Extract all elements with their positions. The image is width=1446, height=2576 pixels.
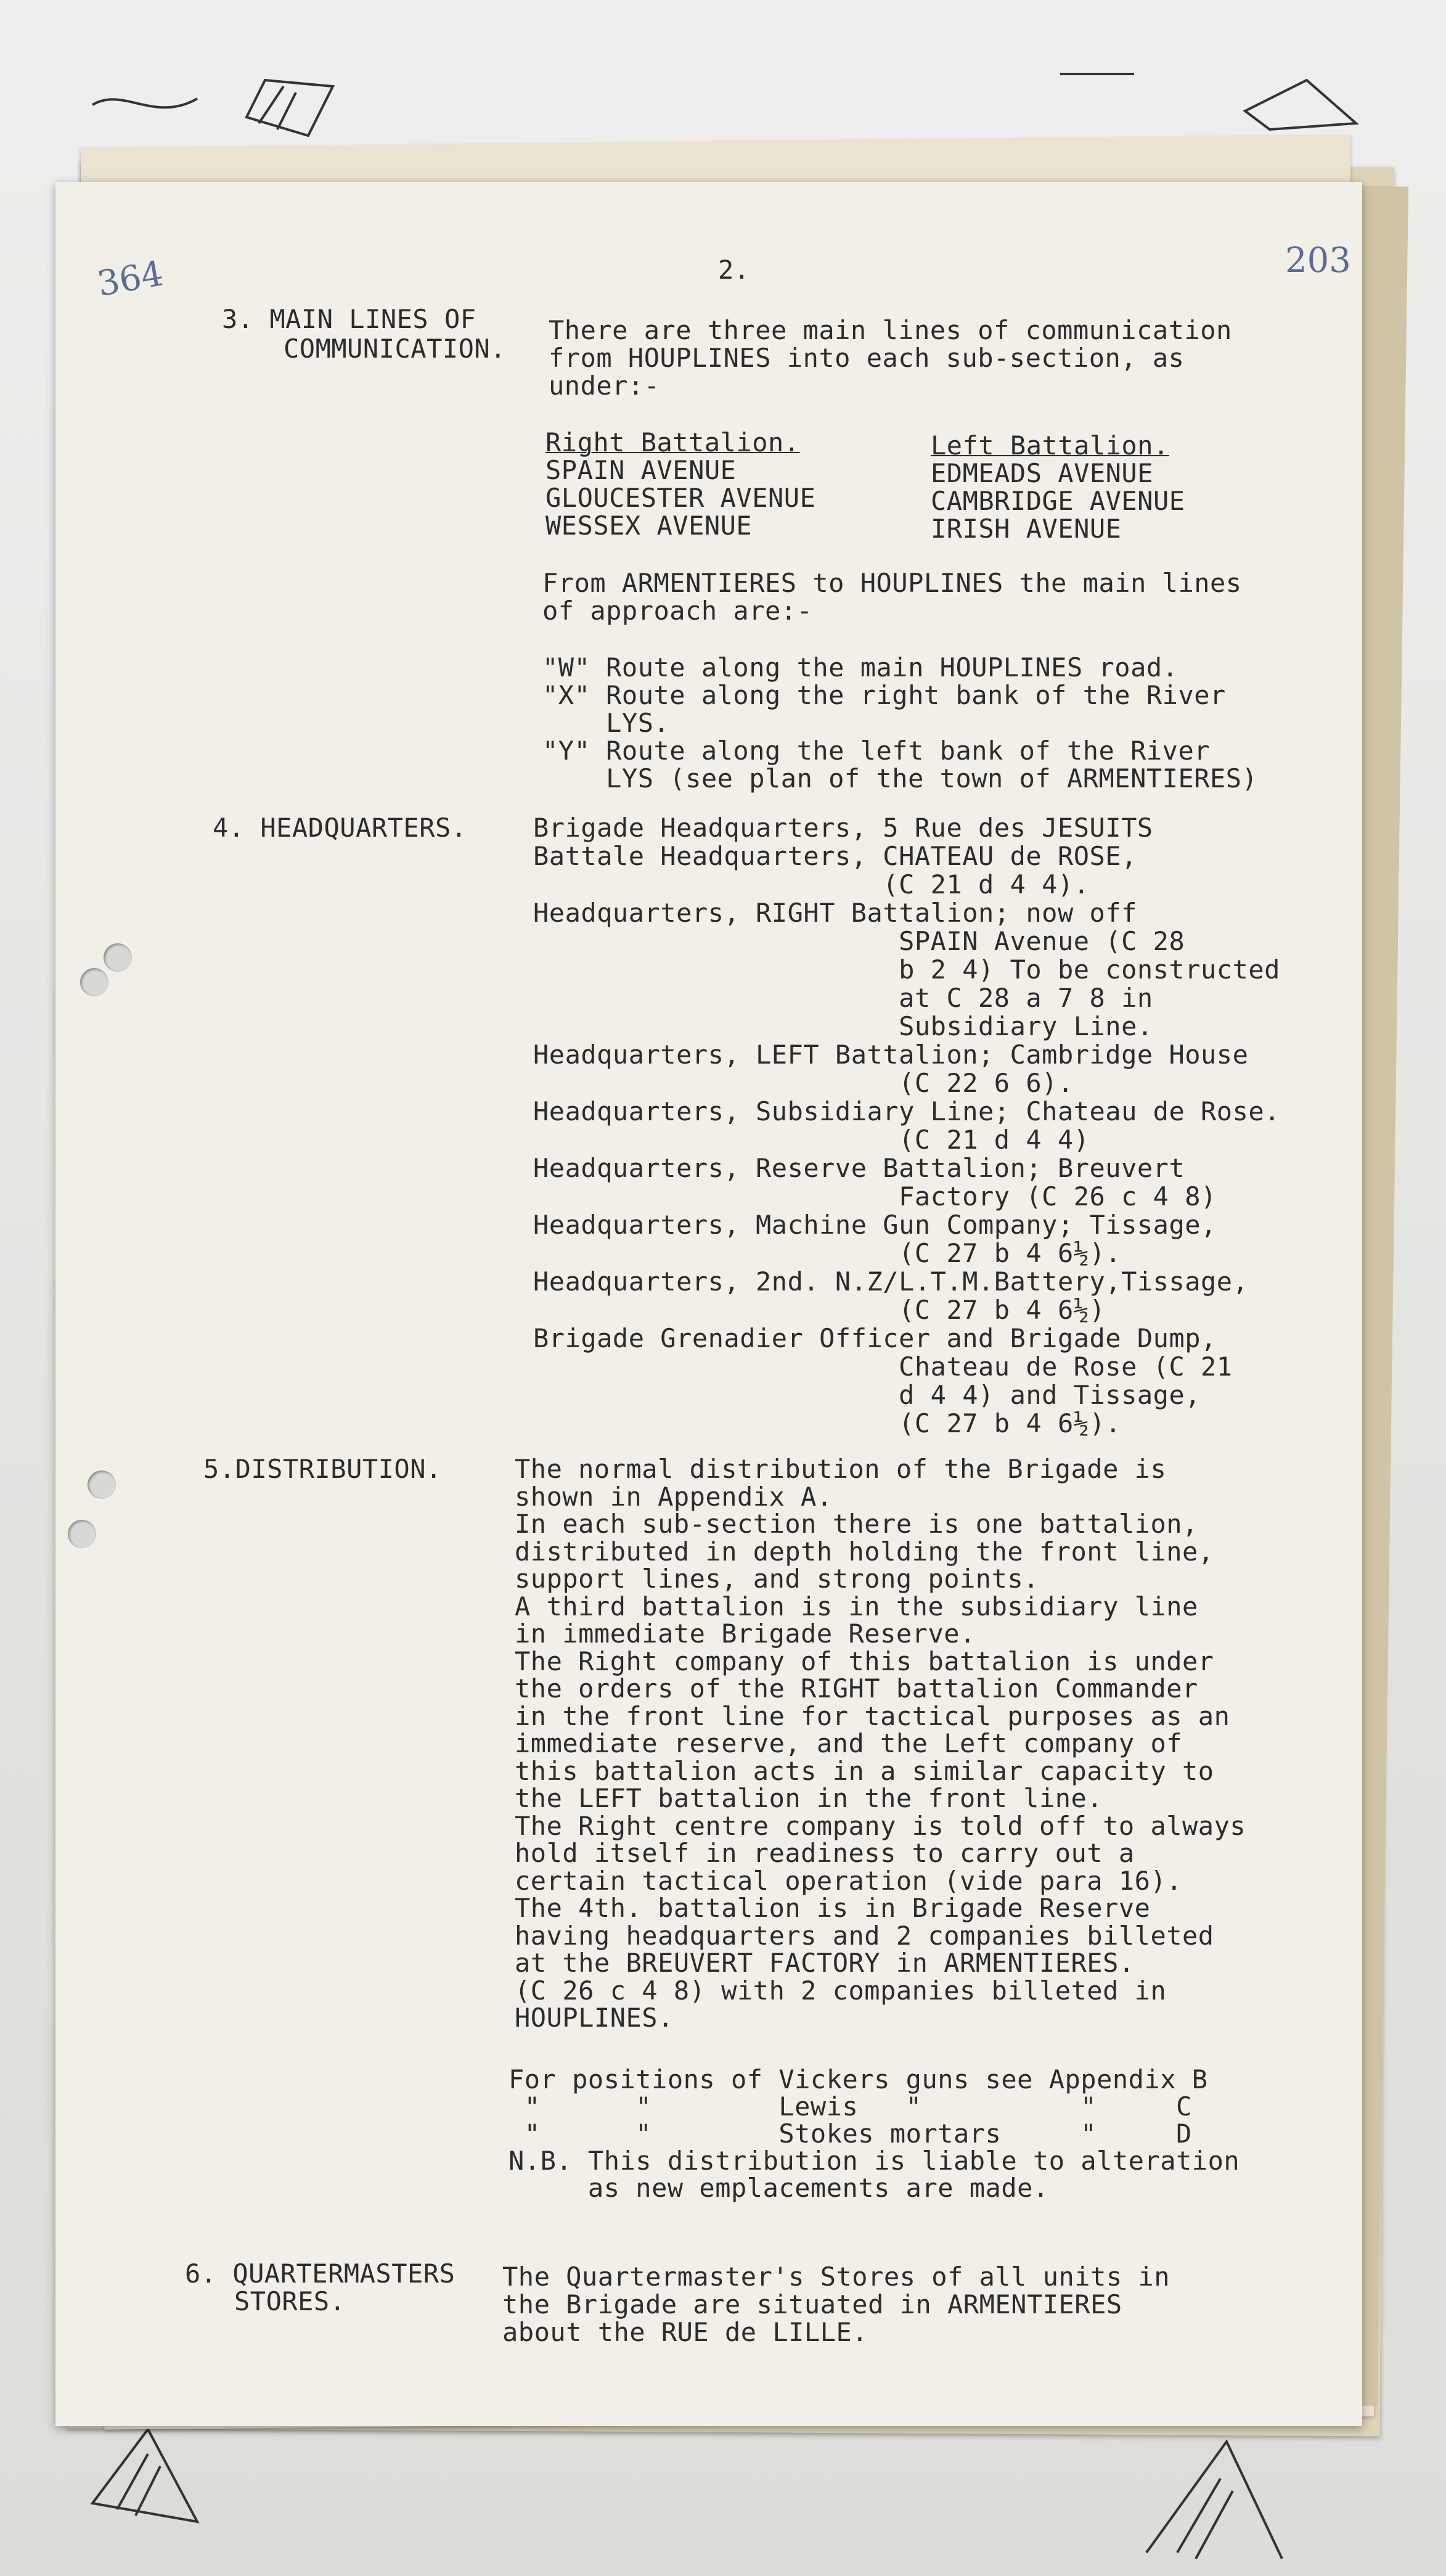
headquarters-line: Chateau de Rose (C 21 — [533, 1352, 1233, 1382]
distribution-line: hold itself in readiness to carry out a — [515, 1838, 1135, 1868]
distribution-line: The Right centre company is told off to always — [515, 1810, 1246, 1841]
distribution-line: this battalion acts in a similar capacity to — [515, 1755, 1214, 1786]
punch-hole — [104, 943, 132, 972]
distribution-line: in the front line for tactical purposes as an — [515, 1700, 1230, 1731]
distribution-line: distributed in depth holding the front line, — [515, 1536, 1214, 1567]
folio-stamp-right: 203 — [1285, 240, 1351, 281]
section-3-intro: from HOUPLINES into each sub-section, as — [549, 343, 1185, 373]
punch-hole — [68, 1520, 96, 1548]
distribution-line: support lines, and strong points. — [515, 1564, 1039, 1594]
route-line: LYS. — [542, 708, 670, 738]
distribution-line: at the BREUVERT FACTORY in ARMENTIERES. — [515, 1948, 1135, 1978]
distribution-line: (C 26 c 4 8) with 2 companies billeted in — [515, 1975, 1167, 2006]
left-battalion-route: CAMBRIDGE AVENUE — [931, 486, 1185, 516]
section-3-heading: 3. MAIN LINES OF — [222, 304, 476, 334]
headquarters-line: (C 21 d 4 4). — [533, 869, 1090, 900]
section-3-heading-line2: COMMUNICATION. — [284, 334, 507, 364]
right-battalion-route: GLOUCESTER AVENUE — [545, 483, 816, 513]
distribution-line: the LEFT battalion in the front line. — [515, 1783, 1103, 1813]
appendix-line: N.B. This distribution is liable to alteration — [509, 2146, 1240, 2176]
distribution-line: The Right company of this battalion is under — [515, 1646, 1214, 1676]
stores-line: the Brigade are situated in ARMENTIERES — [502, 2289, 1122, 2320]
approach-text: From ARMENTIERES to HOUPLINES the main lines — [542, 568, 1242, 598]
right-battalion-route: SPAIN AVENUE — [545, 455, 737, 485]
distribution-line: the orders of the RIGHT battalion Commander — [515, 1673, 1198, 1704]
document-page — [55, 182, 1362, 2426]
approach-text: of approach are:- — [542, 596, 813, 626]
appendix-line: " " Stokes mortars " D — [509, 2119, 1192, 2149]
headquarters-line: b 2 4) To be constructed — [533, 954, 1280, 985]
distribution-line: in immediate Brigade Reserve. — [515, 1618, 976, 1649]
headquarters-line: Brigade Grenadier Officer and Brigade Dump, — [533, 1323, 1217, 1353]
distribution-line: having headquarters and 2 companies billeted — [515, 1920, 1214, 1951]
headquarters-line: Battale Headquarters, CHATEAU de ROSE, — [533, 841, 1137, 871]
headquarters-line: Headquarters, RIGHT Battalion; now off — [533, 898, 1137, 928]
headquarters-line: (C 21 d 4 4) — [533, 1125, 1090, 1155]
distribution-line: A third battalion is in the subsidiary line — [515, 1591, 1198, 1622]
distribution-line: The 4th. battalion is in Brigade Reserve — [515, 1893, 1151, 1923]
headquarters-line: SPAIN Avenue (C 28 — [533, 926, 1185, 956]
headquarters-line: Headquarters, Subsidiary Line; Chateau de Rose. — [533, 1096, 1280, 1126]
appendix-line: as new emplacements are made. — [509, 2173, 1049, 2203]
headquarters-line: Factory (C 26 c 4 8) — [533, 1181, 1217, 1212]
headquarters-line: Headquarters, Reserve Battalion; Breuvert — [533, 1153, 1185, 1183]
headquarters-line: d 4 4) and Tissage, — [533, 1380, 1201, 1410]
left-battalion-route: IRISH AVENUE — [931, 514, 1122, 544]
distribution-line: certain tactical operation (vide para 16). — [515, 1865, 1183, 1896]
headquarters-line: Headquarters, 2nd. N.Z/L.T.M.Battery,Tissage, — [533, 1266, 1249, 1297]
headquarters-line: (C 27 b 4 6½) — [533, 1295, 1106, 1325]
left-battalion-header: Left Battalion. — [931, 430, 1169, 461]
section-6-heading: 6. QUARTERMASTERS — [185, 2258, 455, 2289]
headquarters-line: Brigade Headquarters, 5 Rue des JESUITS — [533, 813, 1153, 843]
headquarters-line: Headquarters, Machine Gun Company; Tissage, — [533, 1210, 1217, 1240]
route-line: "Y" Route along the left bank of the River — [542, 736, 1211, 766]
section-5-heading: 5.DISTRIBUTION. — [203, 1454, 442, 1484]
page-number: 2. — [718, 255, 750, 285]
headquarters-line: at C 28 a 7 8 in — [533, 983, 1153, 1013]
distribution-line: HOUPLINES. — [515, 2003, 674, 2033]
left-battalion-route: EDMEADS AVENUE — [931, 458, 1154, 488]
distribution-line: In each sub-section there is one battalion, — [515, 1509, 1198, 1539]
distribution-line: immediate reserve, and the Left company of — [515, 1728, 1183, 1758]
section-4-heading: 4. HEADQUARTERS. — [213, 813, 467, 843]
headquarters-line: (C 22 6 6). — [533, 1068, 1074, 1098]
stores-line: about the RUE de LILLE. — [502, 2317, 868, 2347]
appendix-line: " " Lewis " " C — [509, 2091, 1192, 2122]
stores-line: The Quartermaster's Stores of all units in — [502, 2262, 1170, 2292]
right-battalion-route: WESSEX AVENUE — [545, 511, 753, 541]
route-line: "X" Route along the right bank of the River — [542, 680, 1226, 710]
distribution-line: shown in Appendix A. — [515, 1481, 833, 1512]
headquarters-line: Subsidiary Line. — [533, 1011, 1153, 1041]
headquarters-line: (C 27 b 4 6½). — [533, 1408, 1122, 1438]
appendix-line: For positions of Vickers guns see Appendix B — [509, 2064, 1208, 2094]
section-6-heading-line2: STORES. — [234, 2286, 346, 2316]
right-battalion-header: Right Battalion. — [545, 427, 800, 457]
distribution-line: The normal distribution of the Brigade is — [515, 1454, 1167, 1484]
route-line: "W" Route along the main HOUPLINES road. — [542, 652, 1178, 683]
headquarters-line: Headquarters, LEFT Battalion; Cambridge House — [533, 1040, 1249, 1070]
route-line: LYS (see plan of the town of ARMENTIERES) — [542, 763, 1258, 794]
folio-stamp-left: 364 — [94, 253, 166, 305]
headquarters-line: (C 27 b 4 6½). — [533, 1238, 1122, 1268]
section-3-intro: under:- — [549, 371, 660, 401]
punch-hole — [88, 1471, 116, 1499]
punch-hole — [80, 968, 108, 996]
section-3-intro: There are three main lines of communication — [549, 315, 1232, 345]
